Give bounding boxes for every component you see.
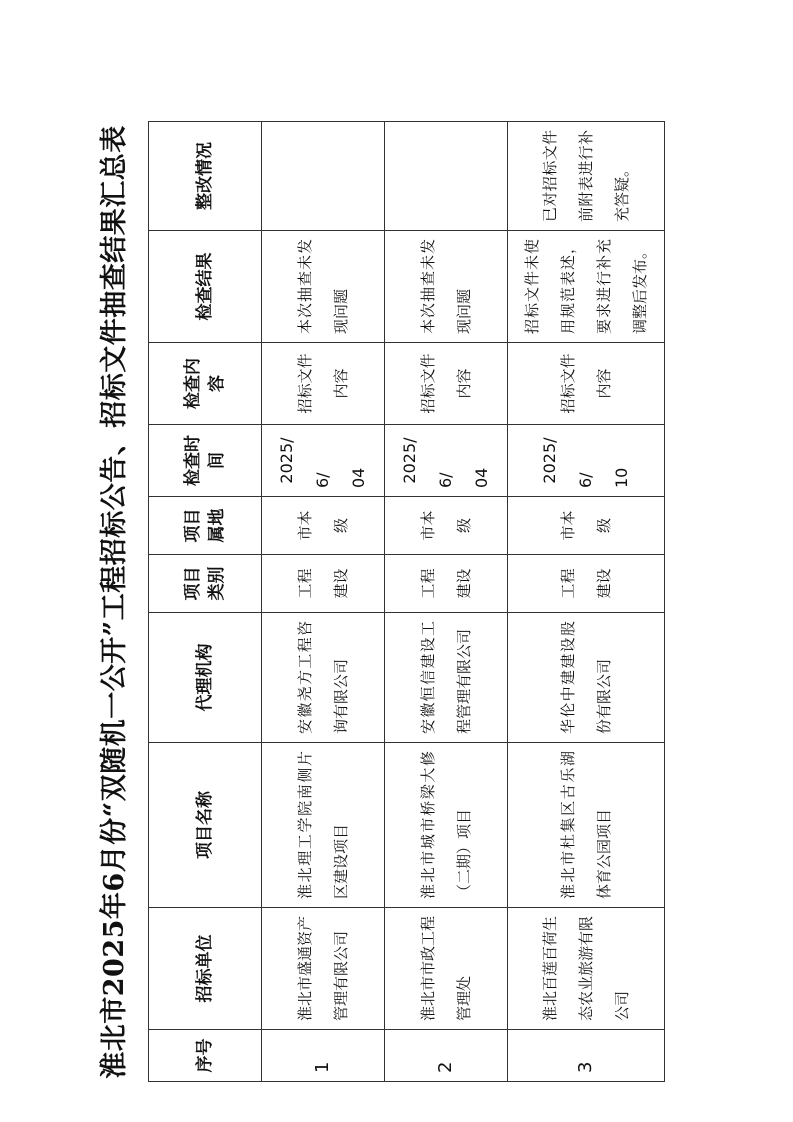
row-result: 本次抽查未发现问题 — [262, 231, 385, 343]
row-no: 2 — [385, 1030, 508, 1082]
row-date-part-b: 04 — [349, 467, 368, 488]
document-sheet — [96, 122, 716, 1082]
row-date-part-a: 2025/6/ — [277, 437, 332, 488]
header-agency: 代理机构 — [149, 613, 262, 743]
row-rectify — [262, 122, 385, 231]
row-tenderer: 淮北市盛通资产管理有限公司 — [262, 908, 385, 1030]
row-content: 招标文件内容 — [262, 343, 385, 425]
table-row — [508, 122, 665, 1082]
row-project: 淮北市杜集区古乐湖体育公园项目 — [508, 743, 665, 908]
row-category: 工程建设 — [385, 555, 508, 613]
row-result: 招标文件未使用规范表述，要求进行补充调整后发布。 — [508, 231, 665, 343]
row-date — [385, 425, 508, 497]
results-table — [148, 121, 665, 1082]
header-project: 项目名称 — [149, 743, 262, 908]
row-agency: 安徽恒信建设工程管理有限公司 — [385, 613, 508, 743]
row-category: 工程建设 — [508, 555, 665, 613]
row-project: 淮北市城市桥梁大修（二期）项目 — [385, 743, 508, 908]
row-date — [262, 425, 385, 497]
header-tenderer: 招标单位 — [149, 908, 262, 1030]
header-category: 项目类别 — [149, 555, 262, 613]
row-tenderer: 淮北市市政工程管理处 — [385, 908, 508, 1030]
row-no: 1 — [262, 1030, 385, 1082]
row-category: 工程建设 — [262, 555, 385, 613]
row-tenderer: 淮北百莲百荷生态农业旅游有限公司 — [508, 908, 665, 1030]
row-locality: 市本级 — [385, 497, 508, 555]
header-row — [149, 122, 262, 1082]
header-locality: 项目属地 — [149, 497, 262, 555]
row-date-part-a: 2025/6/ — [400, 437, 455, 488]
row-rectify — [385, 122, 508, 231]
row-result: 本次抽查未发现问题 — [385, 231, 508, 343]
row-agency: 华伦中建建设股份有限公司 — [508, 613, 665, 743]
header-rectify: 整改情况 — [149, 122, 262, 231]
row-date-part-b: 04 — [472, 467, 491, 488]
table-row — [385, 122, 508, 1082]
header-date: 检查时间 — [149, 425, 262, 497]
header-content: 检查内容 — [149, 343, 262, 425]
row-date-part-a: 2025/6/ — [540, 437, 595, 488]
row-date — [508, 425, 665, 497]
row-content: 招标文件内容 — [385, 343, 508, 425]
header-result: 检查结果 — [149, 231, 262, 343]
row-date-part-b: 10 — [612, 467, 631, 488]
row-content: 招标文件内容 — [508, 343, 665, 425]
document-title: 淮北市2025年6月份“双随机一公开”工程招标公告、招标文件抽查结果汇总表 — [99, 125, 130, 1079]
row-locality: 市本级 — [508, 497, 665, 555]
row-project: 淮北理工学院南侧片区建设项目 — [262, 743, 385, 908]
row-no: 3 — [508, 1030, 665, 1082]
header-no: 序号 — [149, 1030, 262, 1082]
table-row — [262, 122, 385, 1082]
row-rectify: 已对招标文件前附表进行补充答疑。 — [508, 122, 665, 231]
row-locality: 市本级 — [262, 497, 385, 555]
row-agency: 安徽尧方工程咨询有限公司 — [262, 613, 385, 743]
